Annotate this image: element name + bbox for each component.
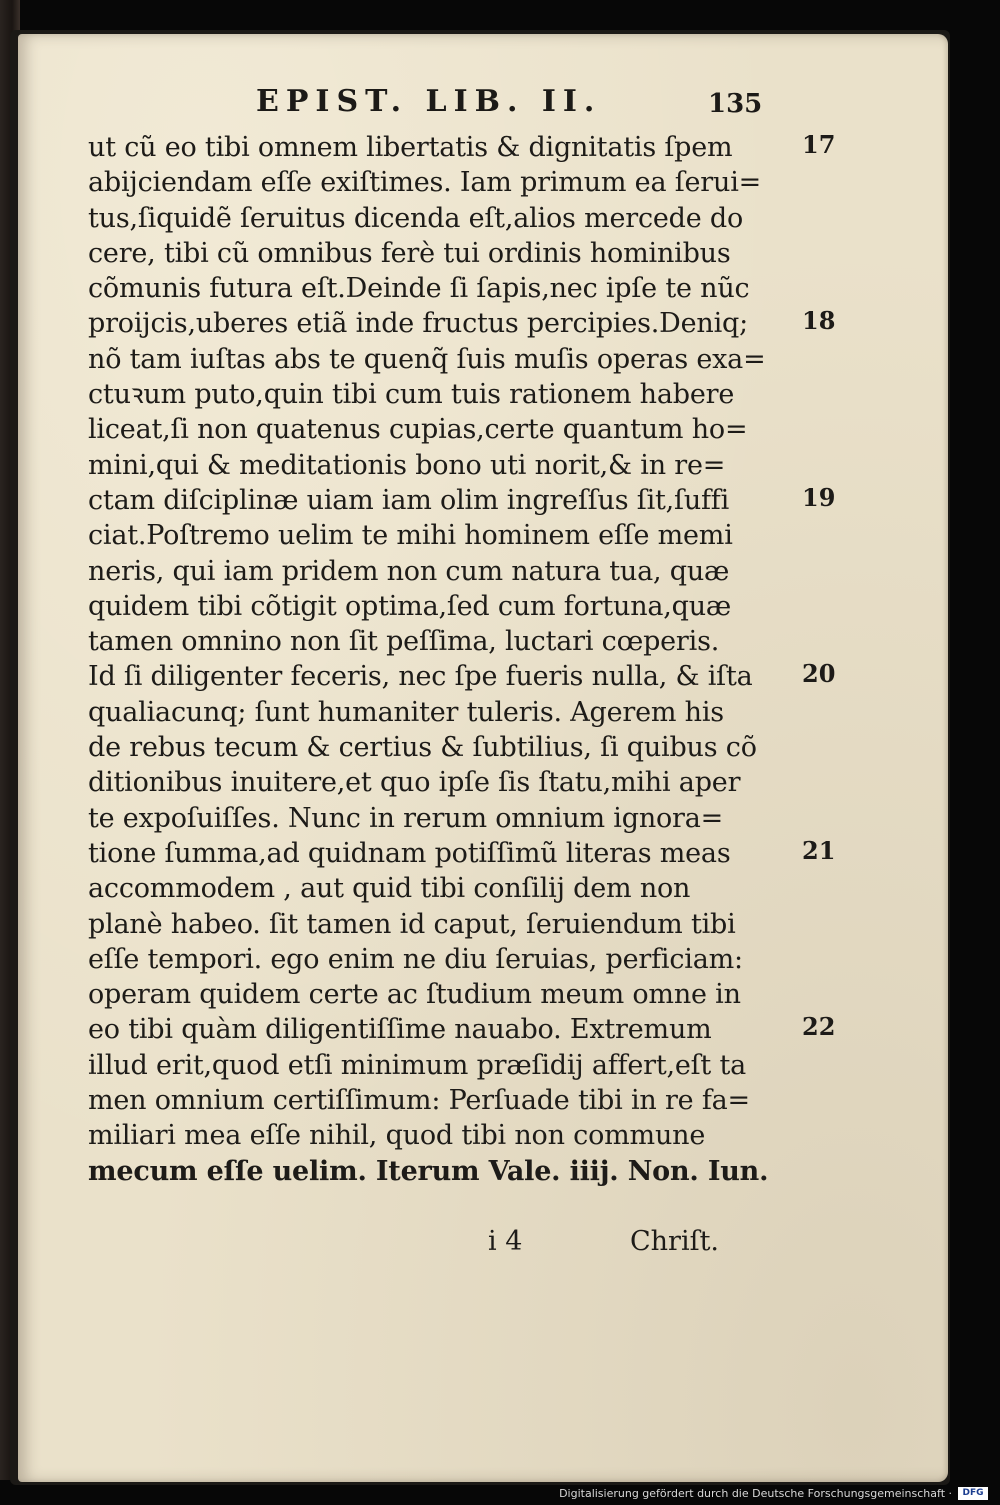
margin-section-number: 18 [802, 306, 836, 335]
text-line: cõmunis futura eſt.Deinde ſi ſapis,nec ipſe te nũc [88, 273, 750, 305]
dfg-logo: DFG [958, 1487, 988, 1500]
text-line: men omnium certiſſimum: Perſuade tibi in re fa= [88, 1085, 750, 1117]
text-line: qualiacunq; ſunt humaniter tuleris. Agerem his [88, 696, 724, 728]
text-line: te expoſuiſſes. Nunc in rerum omnium ignora= [88, 802, 724, 834]
text-line: neris, qui iam pridem non cum natura tua, quæ [88, 555, 730, 587]
credit-text: Digitalisierung gefördert durch die Deutsche Forschungsgemeinschaft · [559, 1486, 952, 1500]
text-line: miliari mea eſſe nihil, quod tibi non commune [88, 1120, 706, 1152]
text-line: tione ſumma,ad quidnam potiſſimũ literas meas [88, 837, 731, 869]
text-line: ditionibus inuitere,et quo ipſe ſis ſtatu,mihi aper [88, 767, 741, 799]
margin-section-number: 20 [802, 659, 836, 688]
book-page [18, 34, 948, 1482]
text-line: mini,qui & meditationis bono uti norit,& in re= [88, 449, 726, 481]
text-line: eſſe tempori. ego enim ne diu ſeruias, perficiam: [88, 943, 743, 975]
text-line: de rebus tecum & certius & ſubtilius, ſi quibus cõ [88, 732, 757, 764]
margin-section-number: 17 [802, 130, 836, 159]
text-line: illud erit,quod etſi minimum præſidij affert,eſt ta [88, 1049, 747, 1081]
text-line: tus,ſiquidẽ ſeruitus dicenda eſt,alios mercede do [88, 202, 744, 234]
running-head: EPIST. LIB. II. [256, 84, 602, 119]
page-number: 135 [708, 89, 763, 119]
catchword: Chriſt. [630, 1226, 720, 1257]
text-block [88, 130, 836, 1189]
text-line: ctam diſciplinæ uiam iam olim ingreſſus ſit,ſuffi [88, 484, 730, 516]
text-line: mecum eſſe uelim. Iterum Vale. iiij. Non. Iun. [88, 1155, 769, 1187]
text-line: accommodem , aut quid tibi conſilij dem non [88, 873, 691, 905]
margin-section-number: 19 [802, 483, 836, 512]
text-line: liceat,ſi non quatenus cupias,certe quantum ho= [88, 414, 748, 446]
text-line: ciat.Poſtremo uelim te mihi hominem eſſe memi [88, 520, 733, 552]
text-line: eo tibi quàm diligentiſſime nauabo. Extremum [88, 1014, 712, 1046]
text-line: tamen omnino non ſit peſſima, luctari cœperis. [88, 626, 720, 658]
text-line: abijciendam eſſe exiſtimes. Iam primum ea ſerui= [88, 167, 762, 199]
text-line: ctuꝛum puto,quin tibi cum tuis rationem habere [88, 379, 735, 411]
signature-mark: i 4 [488, 1226, 523, 1257]
text-line: nõ tam iuſtas abs te quenq̃ ſuis muſis operas exa= [88, 343, 766, 375]
text-line: proijcis,uberes etiã inde fructus percipies.Deniq; [88, 308, 749, 340]
text-line: quidem tibi cõtigit optima,ſed cum fortuna,quæ [88, 590, 732, 622]
text-line: cere, tibi cũ omnibus ferè tui ordinis hominibus [88, 237, 731, 269]
text-line: Id ſi diligenter feceris, nec ſpe fueris nulla, & iſta [88, 661, 753, 693]
digitization-credit [559, 1483, 988, 1503]
margin-section-number: 22 [802, 1012, 836, 1041]
margin-section-number: 21 [802, 836, 836, 865]
text-line: planè habeo. ſit tamen id caput, ſeruiendum tibi [88, 908, 736, 940]
text-line: operam quidem certe ac ſtudium meum omne in [88, 979, 741, 1011]
text-line: ut cũ eo tibi omnem libertatis & dignitatis ſpem [88, 132, 733, 163]
